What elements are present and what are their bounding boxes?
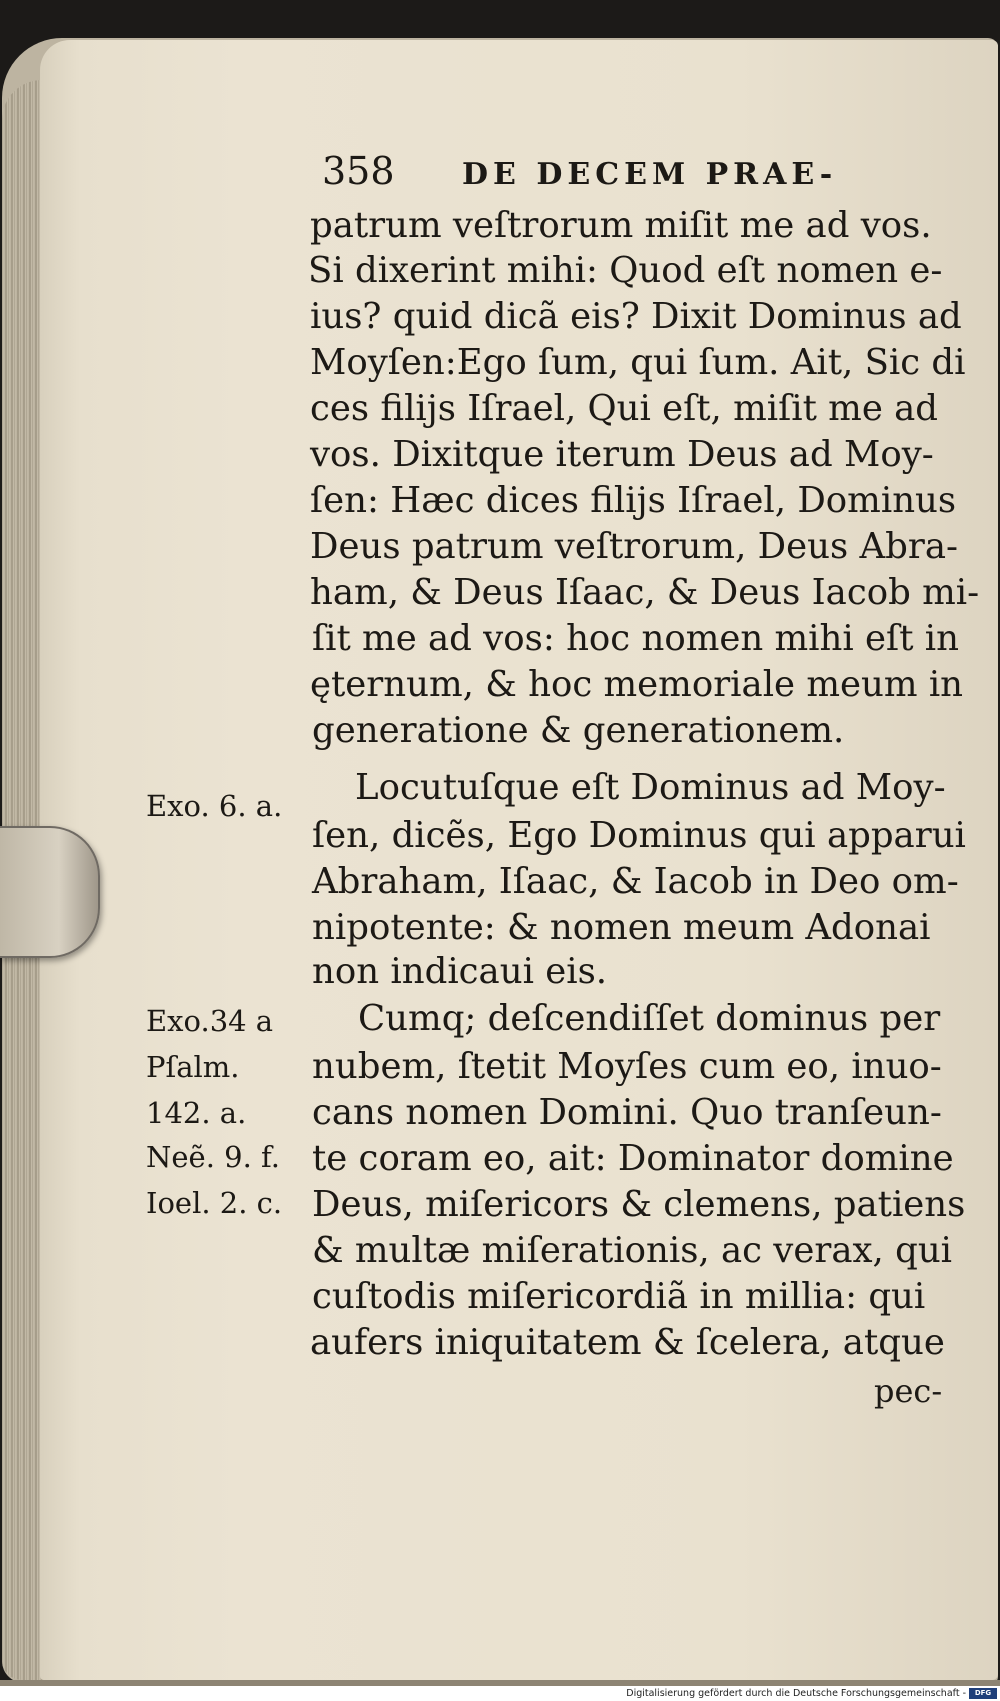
page-number: 358 (322, 149, 395, 193)
margin-note: Exo. 6. a. (146, 789, 283, 823)
text-line: cuſtodis miſericordiã in millia: qui (312, 1276, 926, 1317)
footer-credit: Digitalisierung gefördert durch die Deutsche Forschungsgemeinschaft - (626, 1688, 966, 1699)
text-line: Locutuſque eſt Dominus ad Moy- (355, 767, 946, 808)
margin-note: Ioel. 2. c. (146, 1186, 283, 1220)
text-line: aufers iniquitatem & ſcelera, atque (310, 1322, 945, 1363)
book-clasp (0, 826, 100, 958)
text-line: patrum veſtrorum miſit me ad vos. (310, 205, 932, 246)
text-line: cans nomen Domini. Quo tranſeun- (312, 1092, 942, 1133)
text-line: ęternum, & hoc memoriale meum in (310, 664, 964, 705)
digitization-footer (0, 1686, 1000, 1701)
text-line: ſit me ad vos: hoc nomen mihi eſt in (312, 618, 959, 659)
text-line: te coram eo, ait: Dominator domine (312, 1138, 954, 1179)
margin-note: Neẽ. 9. f. (146, 1140, 280, 1174)
text-line: nipotente: & nomen meum Adonai (312, 907, 931, 948)
text-line: Si dixerint mihi: Quod eſt nomen e- (308, 250, 943, 291)
text-line: ces filijs Iſrael, Qui eſt, miſit me ad (310, 388, 939, 429)
text-line: generatione & generationem. (312, 710, 845, 751)
text-line: Deus, miſericors & clemens, patiens (312, 1184, 966, 1225)
text-line: vos. Dixitque iterum Deus ad Moy- (310, 434, 934, 475)
catchword: pec- (874, 1372, 943, 1410)
text-line: ſen: Hæc dices filijs Iſrael, Dominus (310, 480, 957, 521)
running-head: DE DECEM PRAE- (462, 157, 838, 192)
text-line: Deus patrum veſtrorum, Deus Abra- (310, 526, 958, 567)
text-line: non indicaui eis. (312, 951, 608, 992)
margin-note: Pſalm. (146, 1050, 240, 1084)
dfg-logo: DFG (969, 1688, 997, 1699)
text-line: ius? quid dicã eis? Dixit Dominus ad (310, 296, 962, 337)
text-line: & multæ miſerationis, ac verax, qui (312, 1230, 953, 1271)
text-line: ham, & Deus Iſaac, & Deus Iacob mi- (310, 572, 980, 613)
margin-note: Exo.34 a (146, 1004, 274, 1038)
text-line: nubem, ſtetit Moyſes cum eo, inuo- (312, 1046, 942, 1087)
text-line: Moyſen:Ego ſum, qui ſum. Ait, Sic di (310, 342, 966, 383)
text-line: Cumq; deſcendiſſet dominus per (358, 998, 941, 1039)
text-line: Abraham, Iſaac, & Iacob in Deo om- (312, 861, 959, 902)
margin-note: 142. a. (146, 1096, 247, 1130)
text-line: ſen, dicẽs, Ego Dominus qui apparui (312, 815, 966, 856)
